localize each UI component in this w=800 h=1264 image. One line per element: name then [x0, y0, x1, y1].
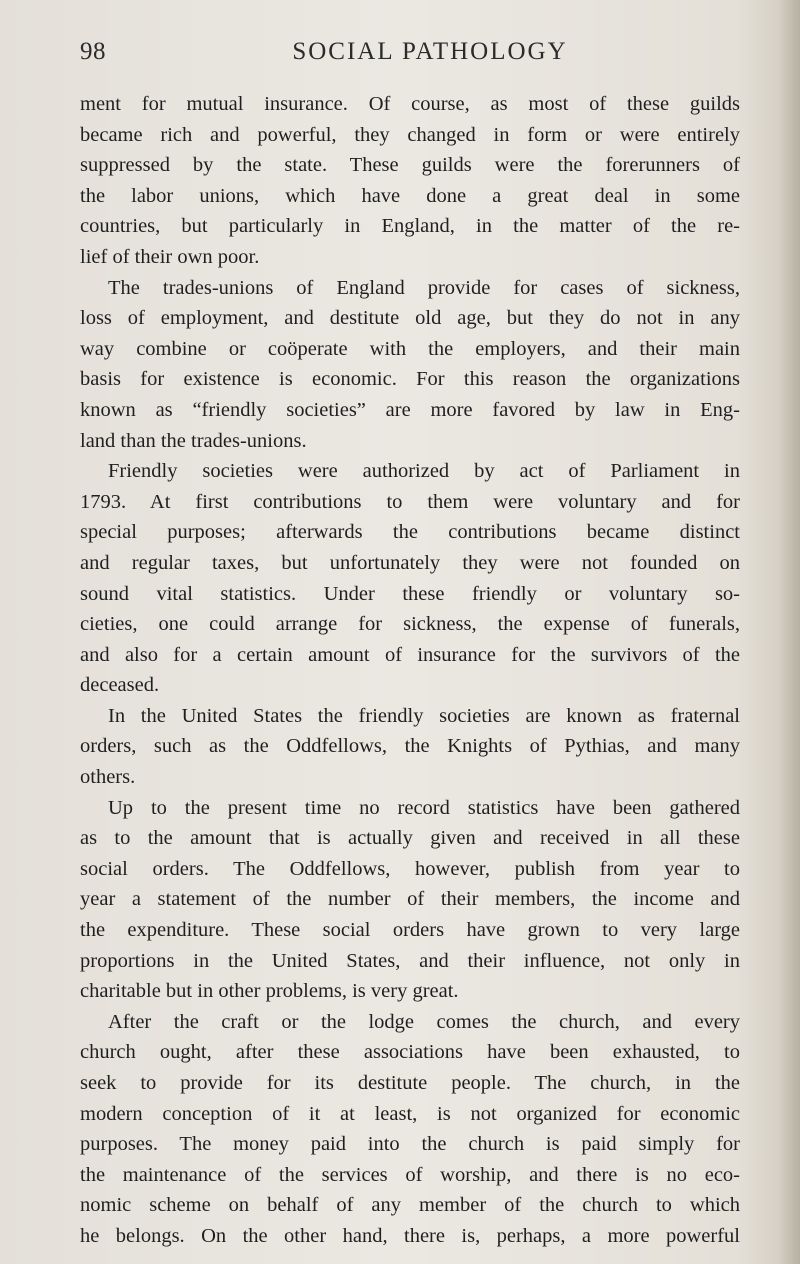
text-line: deceased.: [80, 674, 160, 697]
text-line: orders, such as the Oddfellows, the Knights of Pythias, and many: [80, 735, 740, 758]
text-line: cieties, one could arrange for sickness, the expense of funerals,: [80, 613, 740, 636]
text-line: countries, but particularly in England, in the matter of the re-: [80, 215, 740, 238]
text-line: proportions in the United States, and their influence, not only in: [80, 949, 740, 972]
text-line: special purposes; afterwards the contributions became distinct: [80, 521, 740, 544]
text-line: way combine or coöperate with the employers, and their main: [80, 337, 740, 360]
text-line: he belongs. On the other hand, there is, perhaps, a more powerful: [80, 1224, 740, 1247]
text-line: basis for existence is economic. For this reason the organizations: [80, 368, 740, 391]
text-line: Up to the present time no record statistics have been gathered: [108, 796, 740, 819]
text-line: lief of their own poor.: [80, 245, 260, 268]
text-line: the labor unions, which have done a great deal in some: [80, 184, 740, 207]
text-line: In the United States the friendly societies are known as fraternal: [108, 704, 740, 727]
text-line: and also for a certain amount of insurance for the survivors of the: [80, 643, 740, 666]
text-line: and regular taxes, but unfortunately they were not founded on: [80, 551, 740, 574]
text-line: 1793. At first contributions to them were voluntary and for: [80, 490, 740, 513]
text-line: After the craft or the lodge comes the church, and every: [108, 1010, 740, 1033]
text-line: The trades-unions of England provide for cases of sickness,: [108, 276, 740, 299]
text-line: Friendly societies were authorized by act of Parliament in: [108, 460, 740, 483]
text-line: loss of employment, and destitute old age, but they do not in any: [80, 307, 740, 330]
text-line: social orders. The Oddfellows, however, publish from year to: [80, 857, 740, 880]
text-line: suppressed by the state. These guilds were the forerunners of: [80, 154, 740, 177]
running-title: SOCIAL PATHOLOGY: [292, 38, 568, 65]
text-line: year a statement of the number of their members, the income and: [80, 888, 740, 911]
text-line: became rich and powerful, they changed in form or were entirely: [80, 123, 740, 146]
text-line: ment for mutual insurance. Of course, as most of these guilds: [80, 93, 740, 115]
text-line: sound vital statistics. Under these friendly or voluntary so-: [80, 582, 740, 605]
text-line: the maintenance of the services of worship, and there is no eco-: [80, 1163, 740, 1186]
text-line: the expenditure. These social orders have grown to very large: [80, 919, 740, 942]
text-line: modern conception of it at least, is not organized for economic: [80, 1102, 740, 1125]
text-line: purposes. The money paid into the church is paid simply for: [80, 1133, 740, 1156]
text-line: church ought, after these associations have been exhausted, to: [80, 1041, 740, 1064]
text-line: charitable but in other problems, is very great.: [80, 980, 459, 1003]
text-line: known as “friendly societies” are more favored by law in Eng-: [80, 398, 740, 421]
text-line: others.: [80, 766, 136, 789]
text-line: seek to provide for its destitute people. The church, in the: [80, 1072, 740, 1094]
page-number: 98: [80, 38, 106, 65]
text-line: as to the amount that is actually given and received in all these: [80, 827, 740, 850]
running-head: [80, 38, 740, 78]
text-line: nomic scheme on behalf of any member of the church to which: [80, 1194, 740, 1217]
text-line: land than the trades-unions.: [80, 429, 307, 452]
page-edge-shadow: [778, 0, 800, 1264]
body-text: [80, 89, 740, 1252]
